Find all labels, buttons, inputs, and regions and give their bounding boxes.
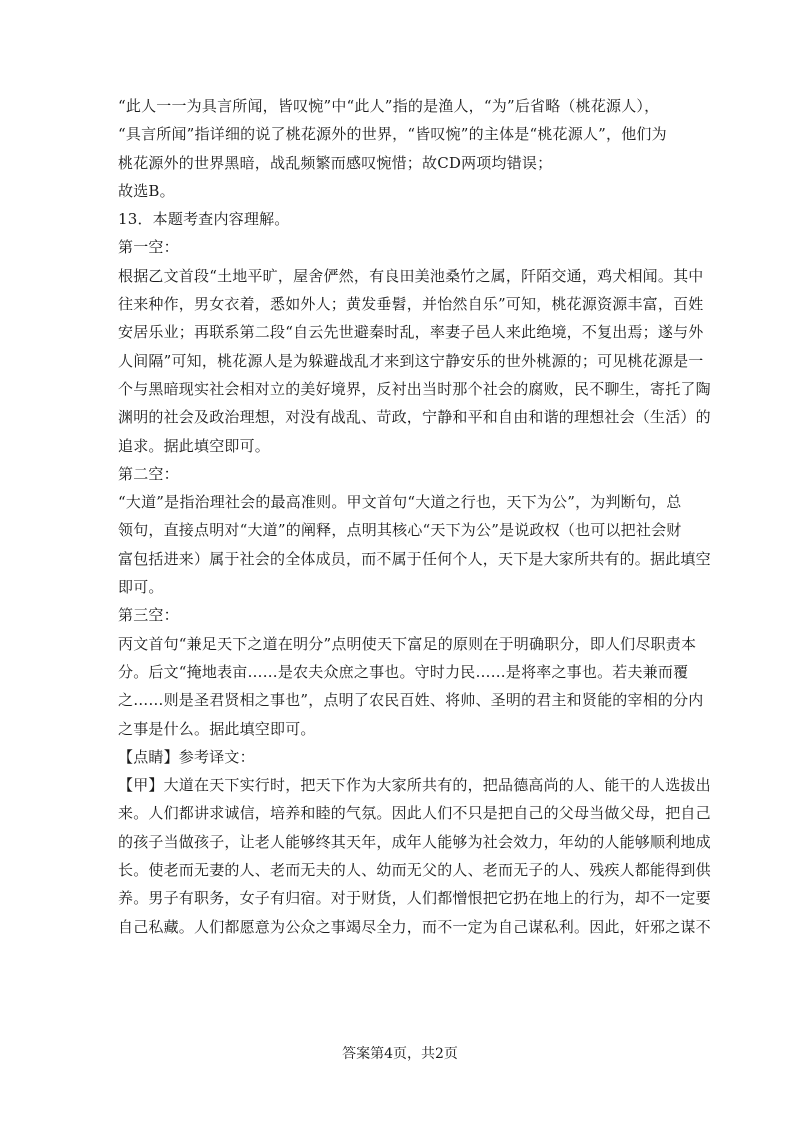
text-line: 渊明的社会及政治理想，对没有战乱、苛政，宁静和平和自由和谐的理想社会（生活）的 bbox=[118, 408, 711, 427]
text-line: 来。人们都讲求诚信，培养和睦的气氛。因此人们不只是把自己的父母当做父母，把自己 bbox=[118, 804, 711, 823]
text-line: “此人一一为具言所闻，皆叹惋”中“此人”指的是渔人，“为”后省略（桃花源人）， bbox=[118, 97, 660, 115]
text-line: 富包括进来）属于社会的全体成员，而不属于任何个人，天下是大家所共有的。据此填空 bbox=[118, 549, 711, 568]
blank-1-label: 第一空： bbox=[118, 238, 179, 257]
text-line: 故选B。 bbox=[118, 181, 175, 200]
text-line: 之事是什么。据此填空即可。 bbox=[118, 719, 316, 738]
blank-2-label: 第二空： bbox=[118, 464, 179, 483]
question-13-heading: 13．本题考查内容理解。 bbox=[118, 210, 290, 229]
text-line: 丙文首句“兼足天下之道在明分”点明使天下富足的原则在于明确职分，即人们尽职责本 bbox=[118, 634, 697, 653]
text-line: 人间隔”可知，桃花源人是为躲避战乱才来到这宁静安乐的世外桃源的；可见桃花源是一 bbox=[118, 351, 704, 370]
text-line: 长。使老而无妻的人、老而无夫的人、幼而无父的人、老而无子的人、残疾人都能得到供 bbox=[118, 861, 711, 880]
text-line: 自己私藏。人们都愿意为公众之事竭尽全力，而不一定为自己谋私利。因此，奸邪之谋不 bbox=[118, 917, 711, 936]
answer-text-body bbox=[118, 92, 711, 941]
translation-heading: 【点睛】参考译文： bbox=[118, 747, 255, 766]
text-line: “具言所闻”指详细的说了桃花源外的世界，“皆叹惋”的主体是“桃花源人”，他们为 bbox=[118, 125, 667, 144]
text-line: 【甲】大道在天下实行时，把天下作为大家所共有的，把品德高尚的人、能干的人选拔出 bbox=[118, 776, 711, 795]
text-line: 个与黑暗现实社会相对立的美好境界，反衬出当时那个社会的腐败，民不聊生，寄托了陶 bbox=[118, 379, 711, 398]
text-line: 安居乐业；再联系第二段“自云先世避秦时乱，率妻子邑人来此绝境，不复出焉；遂与外 bbox=[118, 323, 704, 342]
text-line: 分。后文“掩地表亩……是农夫众庶之事也。守时力民……是将率之事也。若夫兼而覆 bbox=[118, 662, 689, 681]
text-line: 根据乙文首段“土地平旷，屋舍俨然，有良田美池桑竹之属，阡陌交通，鸡犬相闻。其中 bbox=[118, 266, 704, 285]
text-line: 养。男子有职务，女子有归宿。对于财货，人们都憎恨把它扔在地上的行为，却不一定要 bbox=[118, 889, 711, 908]
page-footer: 答案第4页，共2页 bbox=[342, 1046, 458, 1062]
text-line: 追求。据此填空即可。 bbox=[118, 436, 271, 455]
text-line: 的孩子当做孩子，让老人能够终其天年，成年人能够为社会效力，年幼的人能够顺利地成 bbox=[118, 832, 711, 851]
text-line: “大道”是指治理社会的最高准则。甲文首句“大道之行也，天下为公”，为判断句，总 bbox=[118, 493, 682, 512]
text-line: 领句，直接点明对“大道”的阐释，点明其核心“天下为公”是说政权（也可以把社会财 bbox=[118, 521, 682, 540]
text-line: 往来种作，男女衣着，悉如外人；黄发垂髫，并怡然自乐”可知，桃花源资源丰富，百姓 bbox=[118, 295, 704, 314]
text-line: 桃花源外的世界黑暗，战乱频繁而感叹惋惜；故CD两项均错误； bbox=[118, 153, 553, 172]
blank-3-label: 第三空： bbox=[118, 606, 179, 625]
text-line: 即可。 bbox=[118, 578, 164, 597]
text-line: 之……则是圣君贤相之事也”，点明了农民百姓、将帅、圣明的君主和贤能的宰相的分内 bbox=[118, 691, 704, 710]
